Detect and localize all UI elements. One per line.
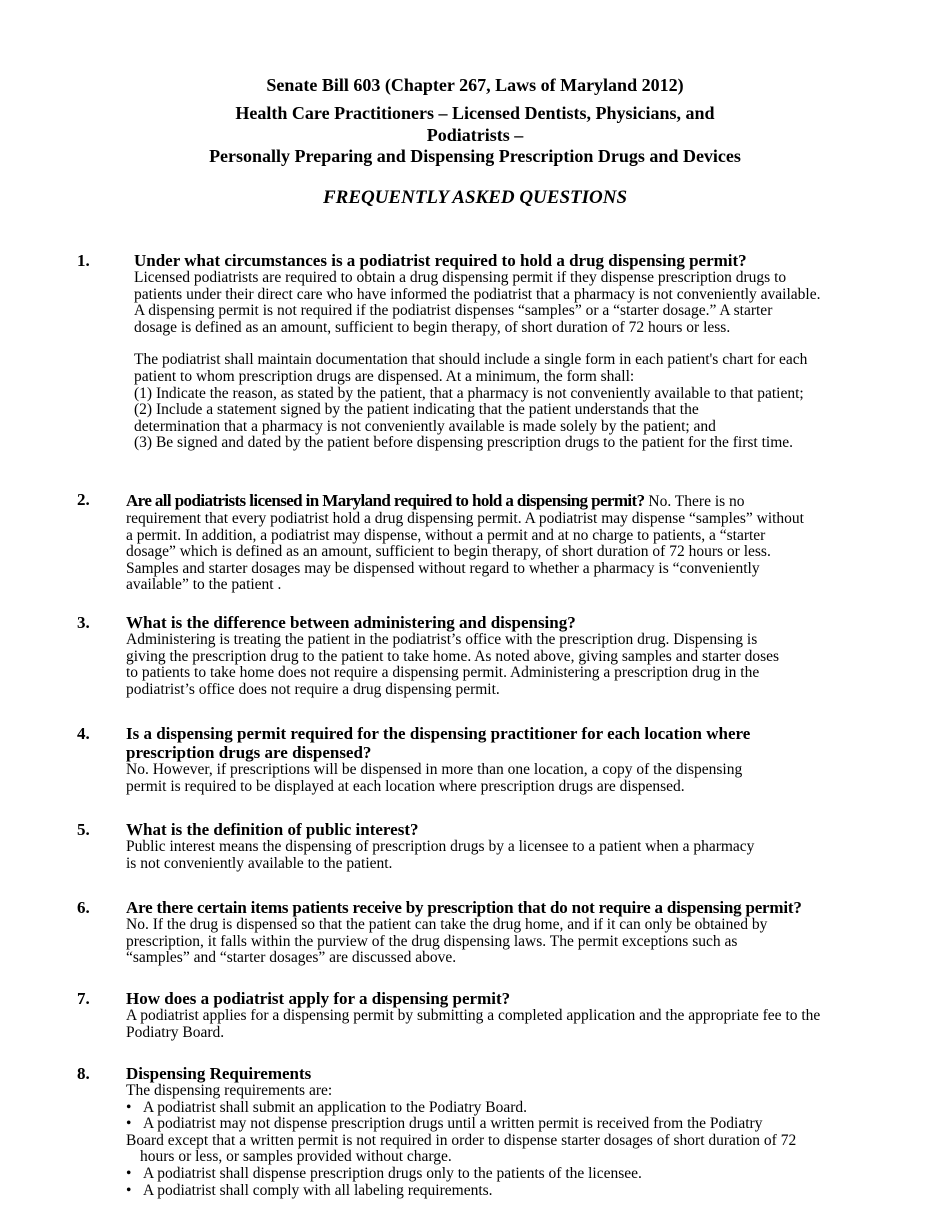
answer-lead: No. There is no	[644, 493, 745, 510]
answer-line: dosage is defined as an amount, sufficient to begin therapy, of short duration of 72 hours or less.	[134, 318, 731, 336]
document-subtitle-line-2: Podiatrists –	[426, 125, 524, 145]
question-heading: Under what circumstances is a podiatrist required to hold a drug dispensing permit?	[134, 251, 747, 270]
question-body	[126, 820, 882, 872]
question-body	[126, 989, 882, 1041]
answer-line: The podiatrist shall maintain documentation that should include a single form in each patient's chart for each	[134, 351, 808, 369]
answer-line: (3) Be signed and dated by the patient before dispensing prescription drugs to the patient for the first time.	[134, 434, 794, 452]
question-body	[126, 724, 882, 795]
question-number: 7.	[77, 989, 90, 1008]
question-heading: Are there certain items patients receive by prescription that do not require a dispensing permit?	[126, 898, 802, 917]
question-number: 2.	[77, 490, 90, 509]
answer-line: requirement that every podiatrist hold a drug dispensing permit. A podiatrist may dispense “samples” without	[126, 510, 804, 527]
question-number: 1.	[77, 251, 90, 270]
requirement-bullet-4: • A podiatrist shall comply with all labeling requirements.	[126, 1181, 493, 1199]
document-subtitle-line-3: Personally Preparing and Dispensing Prescription Drugs and Devices	[209, 146, 741, 166]
question-body	[126, 1064, 882, 1199]
answer-line: is not conveniently available to the patient.	[126, 854, 393, 872]
answer-line: giving the prescription drug to the patient to take home. As noted above, giving samples and starter doses	[126, 647, 780, 665]
answer-line: Public interest means the dispensing of prescription drugs by a licensee to a patient when a pharmacy	[126, 838, 755, 855]
bullet-icon: •	[126, 1181, 132, 1199]
document-subtitle-line-1: Health Care Practitioners – Licensed Dentists, Physicians, and	[235, 103, 715, 123]
question-heading: What is the difference between administering and dispensing?	[126, 613, 576, 632]
faq-heading: FREQUENTLY ASKED QUESTIONS	[322, 187, 628, 208]
requirement-bullet-2: • A podiatrist may not dispense prescription drugs until a written permit is received from the Podiatry	[126, 1115, 763, 1133]
answer-line: Administering is treating the patient in the podiatrist’s office with the prescription drug. Dispensing is	[126, 631, 758, 648]
answer-line: podiatrist’s office does not require a drug dispensing permit.	[126, 680, 500, 698]
answer-line: “samples” and “starter dosages” are discussed above.	[126, 949, 457, 967]
answer-line: prescription, it falls within the purview of the drug dispensing laws. The permit exceptions such as	[126, 932, 738, 950]
question-body	[126, 898, 882, 967]
question-heading: Dispensing Requirements	[126, 1064, 312, 1083]
answer-line: dosage” which is defined as an amount, sufficient to begin therapy, of short duration of 72 hours or less.	[126, 543, 771, 561]
answer-line: No. If the drug is dispensed so that the patient can take the drug home, and if it can only be obtained by	[126, 916, 768, 933]
question-number: 3.	[77, 613, 90, 632]
question-body	[134, 251, 882, 452]
question-heading: What is the definition of public interest?	[126, 820, 419, 839]
question-heading: Are all podiatrists licensed in Maryland required to hold a dispensing permit?	[126, 491, 645, 510]
answer-line: Samples and starter dosages may be dispensed without regard to whether a pharmacy is “conveniently	[126, 559, 760, 577]
question-heading-line-2: prescription drugs are dispensed?	[126, 743, 372, 762]
question-number: 8.	[77, 1064, 90, 1083]
requirement-bullet-1: • A podiatrist shall submit an application to the Podiatry Board.	[126, 1098, 528, 1116]
answer-line: No. However, if prescriptions will be dispensed in more than one location, a copy of the dispensing	[126, 761, 743, 778]
question-number: 6.	[77, 898, 90, 917]
question-heading-line-1: Is a dispensing permit required for the dispensing practitioner for each location where	[126, 724, 751, 743]
bullet-icon: •	[126, 1164, 132, 1182]
question-number: 4.	[77, 724, 90, 743]
document-title: Senate Bill 603 (Chapter 267, Laws of Maryland 2012)	[266, 75, 684, 95]
answer-line: A podiatrist applies for a dispensing permit by submitting a completed application and the appropriate fee to the	[126, 1007, 821, 1024]
answer-line: Licensed podiatrists are required to obtain a drug dispensing permit if they dispense prescription drugs to	[134, 269, 787, 286]
requirement-bullet-2-continued: Board except that a written permit is not required in order to dispense starter dosages of short duration of 72	[126, 1131, 797, 1149]
answer-line: A dispensing permit is not required if the podiatrist dispenses “samples” or a “starter dosage.” A starter	[134, 302, 773, 320]
requirement-bullet-2-continued: hours or less, or samples provided without charge.	[140, 1148, 452, 1166]
question-heading: How does a podiatrist apply for a dispensing permit?	[126, 989, 511, 1008]
requirements-intro: The dispensing requirements are:	[126, 1082, 333, 1099]
answer-line: Podiatry Board.	[126, 1023, 225, 1041]
answer-line: patients under their direct care who have informed the podiatrist that a pharmacy is not conveniently available.	[134, 285, 821, 303]
answer-line: available” to the patient .	[126, 576, 282, 594]
bullet-icon: •	[126, 1115, 132, 1133]
question-body	[126, 613, 882, 698]
answer-line: a permit. In addition, a podiatrist may dispense, without a permit and at no charge to patients, a “starter	[126, 526, 766, 544]
answer-line: (2) Include a statement signed by the patient indicating that the patient understands that the	[134, 401, 699, 419]
answer-line: determination that a pharmacy is not conveniently available is made solely by the patient; and	[134, 417, 716, 435]
answer-line: patient to whom prescription drugs are dispensed. At a minimum, the form shall:	[134, 367, 635, 385]
bullet-icon: •	[126, 1098, 132, 1116]
answer-line: to patients to take home does not require a dispensing permit. Administering a prescription drug in the	[126, 664, 760, 682]
answer-line: (1) Indicate the reason, as stated by the patient, that a pharmacy is not conveniently available to that patient;	[134, 384, 804, 402]
requirement-bullet-3: • A podiatrist shall dispense prescription drugs only to the patients of the licensee.	[126, 1164, 642, 1182]
question-body	[126, 491, 882, 594]
answer-line: permit is required to be displayed at each location where prescription drugs are dispensed.	[126, 777, 685, 795]
question-number: 5.	[77, 820, 90, 839]
